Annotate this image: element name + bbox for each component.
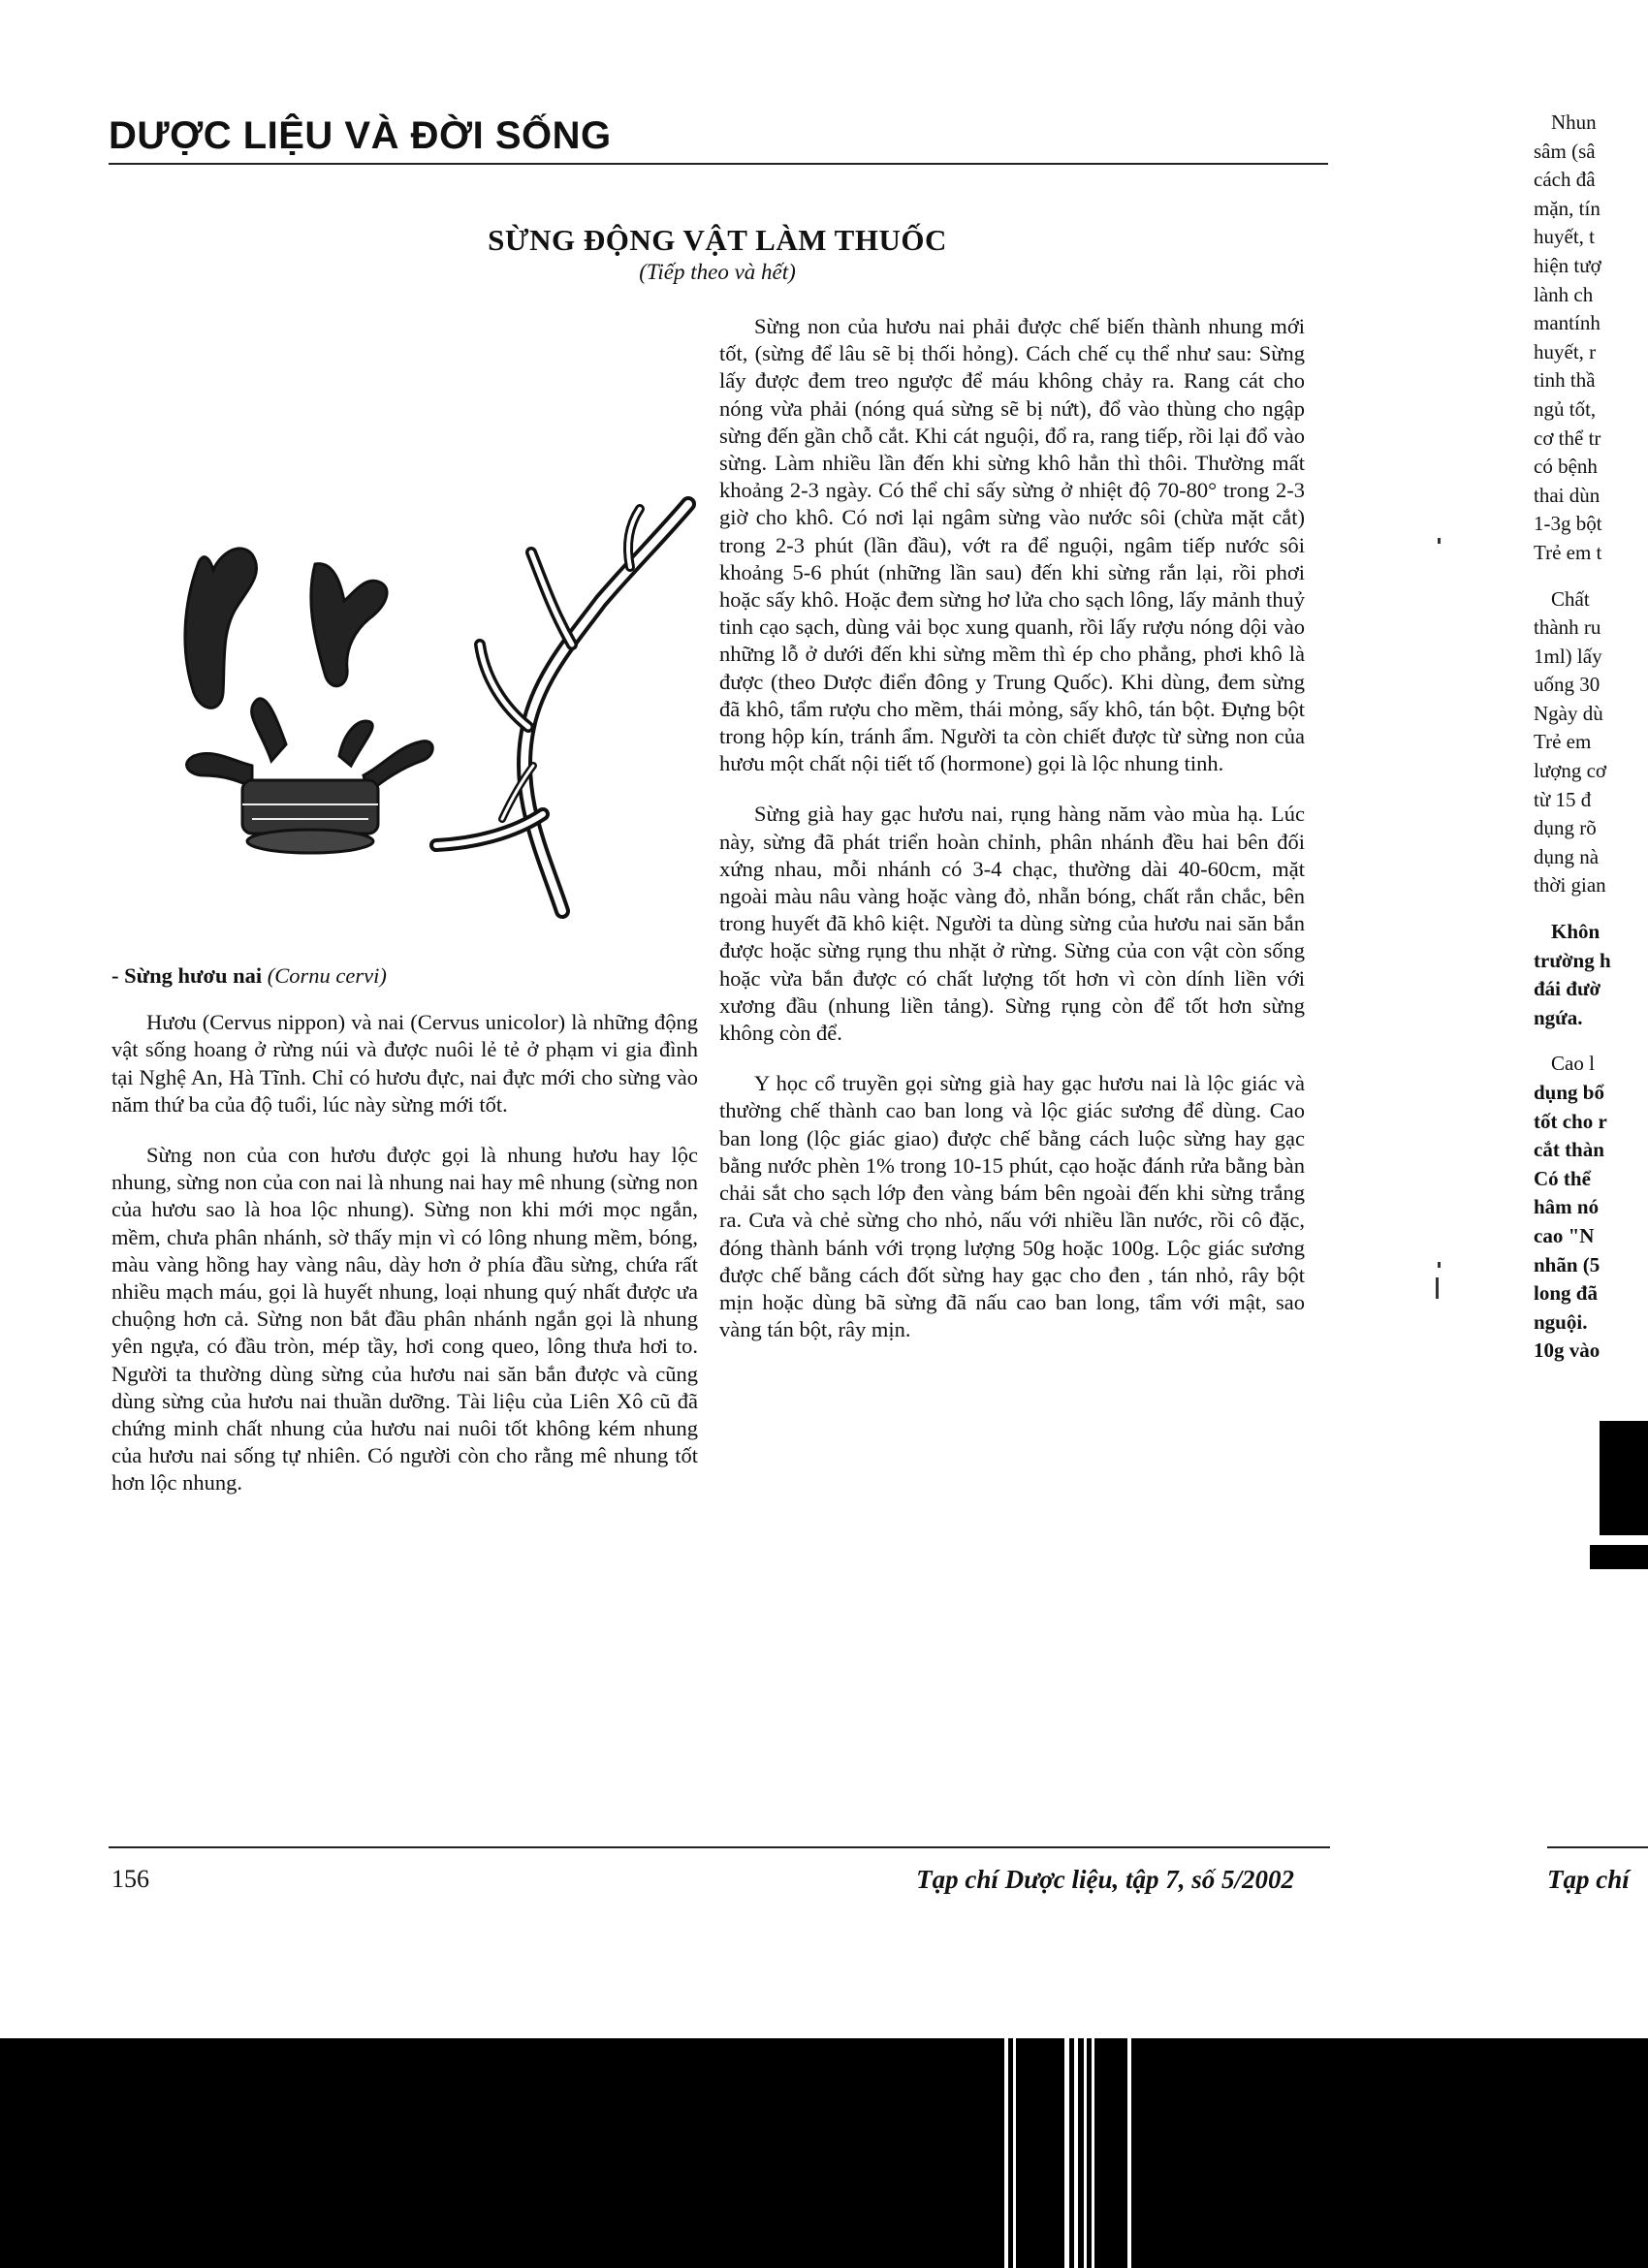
subheading-deer-antler (111, 962, 698, 990)
journal-citation: Tạp chí Dược liệu, tập 7, số 5/2002 (916, 1865, 1294, 1894)
fragment-line: tốt cho r (1534, 1109, 1607, 1133)
fragment-line: lành ch (1534, 282, 1594, 306)
paragraph: Hươu (Cervus nippon) và nai (Cervus unicolor) là những động vật sống hoang ở rừng núi và được nuôi lẻ tẻ ở phạm vi gia đình tại Nghệ An, Hà Tĩnh. Chỉ có hươu đực, nai đực mới cho sừng vào năm thứ ba của độ tuổi, lúc này sừng mới tốt. (111, 1010, 698, 1117)
paragraph: Sừng già hay gạc hươu nai, rụng hàng năm vào mùa hạ. Lúc này, sừng đã phát triển hoàn chỉnh, phân nhánh đều hai bên đối xứng nhau, mỗi nhánh có 3-4 chạc, thường dài 40-60cm, mặt ngoài màu nâu vàng hoặc vàng đỏ, nhẵn bóng, chất rắn chắc, bên trong huyết đã khô kiệt. Người ta dùng sừng của hươu nai săn bắn được hoặc sừng rụng thu nhặt ở rừng. Sừng của con vật còn sống hoặc vừa bắn được có chất lượng tốt hơn vì còn dính liền với xương đầu (nhung liền tảng). Sừng rụng còn để tốt hơn sừng không còn để. (719, 802, 1305, 1046)
header-rule (109, 163, 1328, 165)
fragment-line: 1ml) lấy (1534, 644, 1602, 668)
scan-artifact (1092, 2038, 1094, 2268)
antler-illustration (145, 485, 698, 921)
left-column (111, 962, 698, 1521)
fragment-line: tinh thầ (1534, 368, 1596, 393)
fragment-line: thai dùn (1534, 483, 1600, 507)
scan-artifact (1074, 2038, 1078, 2268)
gutter-mark (1438, 538, 1441, 544)
fragment-line: dụng nà (1534, 844, 1600, 868)
ink-blot (1600, 1421, 1648, 1535)
journal-citation-fragment: Tạp chí (1547, 1865, 1630, 1894)
footer-rule-right (1547, 1846, 1648, 1848)
fragment-line: Khôn (1551, 920, 1600, 944)
article-subtitle: (Tiếp theo và hết) (639, 260, 796, 284)
scan-artifact (1013, 2038, 1016, 2268)
fragment-line: hâm nó (1534, 1195, 1600, 1219)
fragment-line: thời gian (1534, 873, 1606, 898)
gutter-mark (1438, 1262, 1441, 1268)
ink-blot (1590, 1545, 1648, 1569)
fragment-line: từ 15 đ (1534, 787, 1592, 811)
fragment-line: mantính (1534, 311, 1600, 335)
fragment-line: Cao l (1551, 1052, 1595, 1076)
fragment-line: huyết, t (1534, 225, 1595, 249)
scan-artifact (1084, 2038, 1087, 2268)
fragment-line: cắt thàn (1534, 1138, 1604, 1162)
fragment-line: Trẻ em (1534, 730, 1592, 754)
fragment-line: sâm (sâ (1534, 139, 1596, 163)
section-header: DƯỢC LIỆU VÀ ĐỜI SỐNG (109, 114, 612, 157)
right-column (719, 313, 1305, 1367)
fragment-line: ngủ tốt, (1534, 396, 1597, 421)
fragment-line: dụng rõ (1534, 816, 1597, 840)
fragment-line: cơ thể tr (1534, 425, 1601, 450)
next-page-fragment (1534, 109, 1648, 1366)
subheading-latin: (Cornu cervi) (267, 963, 387, 988)
gutter-mark (1436, 1277, 1439, 1299)
fragment-line: long đã (1534, 1281, 1598, 1306)
paragraph: Sừng non của hươu nai phải được chế biến thành nhung mới tốt, (sừng để lâu sẽ bị thối hỏng). Cách chế cụ thể như sau: Sừng lấy được đem treo ngược để máu không chảy ra. Rang cát cho nóng vừa phải (nóng quá sừng sẽ bị nứt), đổ vào thùng cho ngập sừng đến gần chỗ cắt. Khi cát nguội, đổ ra, rang tiếp, rồi lại đổ vào sừng. Làm nhiều lần đến khi sừng khô hẳn thì thôi. Thường mất khoảng 2-3 ngày. Có thể chỉ sấy sừng ở nhiệt độ 70-80° trong 2-3 giờ cho khô. Có nơi lại ngâm sừng vào nước sôi (chừa mặt cắt) trong 2-3 phút (lần đầu), vớt ra để nguội, ngâm tiếp nước sôi khoảng 5-6 phút (những lần sau) đến khi sừng rắn lại, rồi phơi hoặc sấy khô. Hoặc đem sừng hơ lửa cho sạch lông, lấy mảnh thuỷ tinh cạo sạch, dùng vải bọc xung quanh, rồi lấy rượu nóng dội vào những lỗ ở dưới đến khi sừng mềm thì ép cho phẳng, phơi khô là được (theo Dược điển đông y Trung Quốc). Khi dùng, đem sừng đã khô, tẩm rượu cho mềm, thái mỏng, sấy khô, tán bột. Đựng bột trong hộp kín, tránh ẩm. Người ta còn chiết được từ sừng non của hươu một chất nội tiết tố (hormone) gọi là lộc nhung tinh. (719, 314, 1305, 776)
fragment-line: huyết, r (1534, 339, 1597, 363)
footer-rule (109, 1846, 1330, 1848)
fragment-line: Ngày dù (1534, 701, 1603, 725)
scan-border (0, 2038, 1648, 2268)
paragraph: Y học cổ truyền gọi sừng già hay gạc hươu nai là lộc giác và thường chế thành cao ban long và lộc giác sương để dùng. Cao ban long (lộc giác giao) được chế bằng cách luộc sừng hay gạc bằng nước phèn 1% trong 10-15 phút, cạo hoặc đánh rửa bằng bàn chải sắt cho sạch lớp đen vàng bám bên ngoài đến khi sừng trắng ra. Cưa và chẻ sừng cho nhỏ, nấu với nhiều lần nước, rồi cô đặc, đóng thành bánh với trọng lượng 50g hoặc 100g. Lộc giác sương được chế bằng cách đốt sừng hay gạc cho đen , tán nhỏ, rây bột mịn hoặc dùng bã sừng đã nấu cao ban long, tẩm với mật, sao vàng tán bột, rây mịn. (719, 1071, 1305, 1342)
fragment-line: Nhun (1551, 110, 1597, 134)
scan-artifact (1004, 2038, 1008, 2268)
fragment-line: cách đâ (1534, 168, 1596, 192)
fragment-line: Có thể (1534, 1166, 1591, 1190)
fragment-line: Trẻ em t (1534, 540, 1602, 564)
fragment-line: lượng cơ (1534, 759, 1606, 783)
fragment-line: đái đườ (1534, 977, 1601, 1001)
fragment-line: Chất (1551, 586, 1590, 611)
fragment-line: uống 30 (1534, 673, 1600, 697)
subheading-bold: - Sừng hươu nai (111, 963, 263, 988)
scan-artifact (1127, 2038, 1131, 2268)
scan-artifact (1064, 2038, 1069, 2268)
fragment-line: thành ru (1534, 615, 1601, 640)
fragment-line: 1-3g bột (1534, 512, 1602, 536)
page-number: 156 (111, 1865, 149, 1893)
fragment-line: có bệnh (1534, 455, 1598, 479)
fragment-line: nguội. (1534, 1309, 1588, 1334)
fragment-line: 10g vào (1534, 1339, 1600, 1363)
paragraph: Sừng non của con hươu được gọi là nhung hươu hay lộc nhung, sừng non của con nai là nhung nai hay mê nhung (sừng non của hươu sao là hoa lộc nhung). Sừng non khi mới mọc ngắn, mềm, chưa phân nhánh, sờ thấy mịn vì có lông nhung mềm, bóng, màu vàng hồng hay vàng nâu, dày hơn ở phía đầu sừng, chứa rất nhiều mạch máu, gọi là huyết nhung, loại nhung quý nhất được ưa chuộng hơn cả. Sừng non bắt đầu phân nhánh ngắn gọi là nhung yên ngựa, có đầu tròn, mép tầy, hơi cong queo, lông thưa hơi to. Người ta thường dùng sừng của hươu nai săn bắn được và cũng dùng sừng của hươu nai thuần dưỡng. Tài liệu của Liên Xô cũ đã chứng minh chất nhung của hươu nai nuôi tốt không kém nhung của hươu nai sống tự nhiên. Có người còn cho rằng mê nhung tốt hơn lộc nhung. (111, 1143, 698, 1496)
article-title: SỪNG ĐỘNG VẬT LÀM THUỐC (488, 223, 947, 257)
fragment-line: trường h (1534, 948, 1611, 972)
fragment-line: nhãn (5 (1534, 1252, 1600, 1276)
fragment-line: cao "N (1534, 1223, 1595, 1247)
fragment-line: ngứa. (1534, 1005, 1583, 1029)
fragment-line: mặn, tín (1534, 196, 1600, 220)
fragment-line: hiện tượ (1534, 253, 1601, 277)
fragment-line: dụng bổ (1534, 1081, 1604, 1104)
